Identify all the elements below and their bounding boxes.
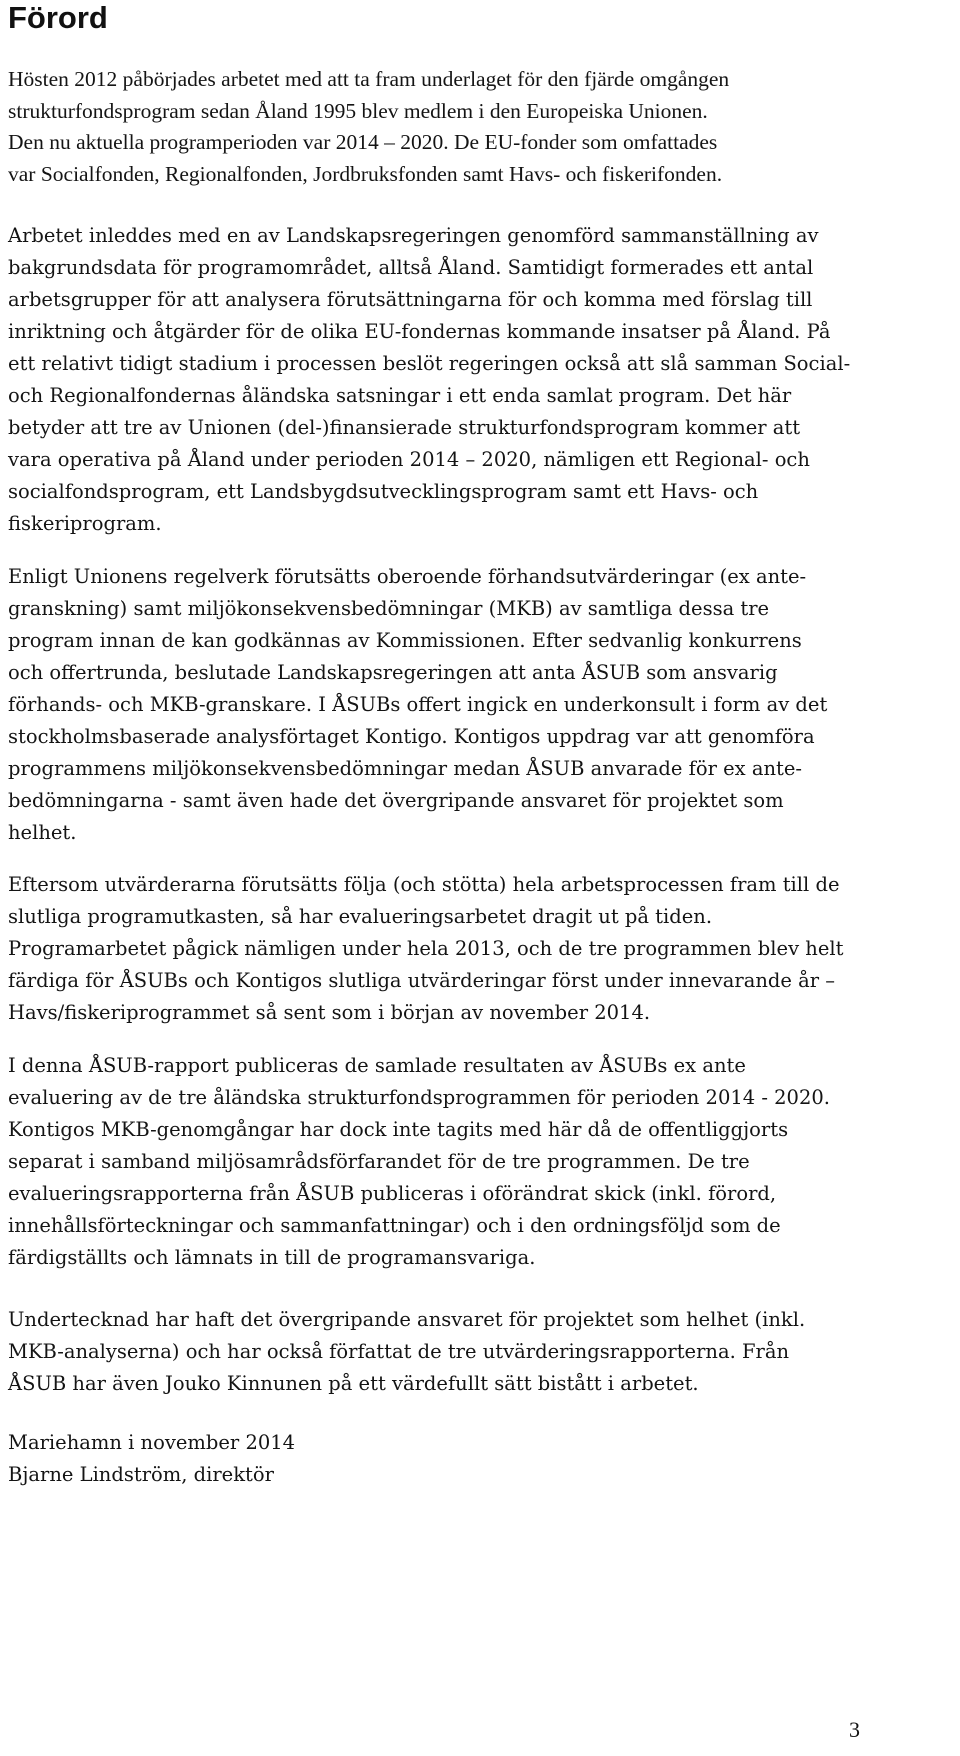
paragraph-5 <box>8 1050 958 1274</box>
paragraph-line: socialfondsprogram, ett Landsbygdsutvecklingsprogram samt ett Havs- och <box>8 480 759 503</box>
paragraph-line: inriktning och åtgärder för de olika EU-fondernas kommande insatser på Åland. På <box>8 320 831 343</box>
paragraph-line: evalueringsrapporterna från ÅSUB publiceras i oförändrat skick (inkl. förord, <box>8 1182 777 1205</box>
signature-place-date: Mariehamn i november 2014 <box>8 1431 296 1454</box>
paragraph-line: separat i samband miljösamrådsförfarandet för de tre programmen. De tre <box>8 1150 750 1173</box>
paragraph-1 <box>8 64 958 190</box>
paragraph-6 <box>8 1304 958 1400</box>
paragraph-line: bedömningarna - samt även hade det övergripande ansvaret för projektet som <box>8 789 784 812</box>
paragraph-line: I denna ÅSUB-rapport publiceras de samlade resultaten av ÅSUBs ex ante <box>8 1054 746 1077</box>
paragraph-line: evaluering av de tre åländska strukturfondsprogrammen för perioden 2014 - 2020. <box>8 1086 830 1109</box>
paragraph-2 <box>8 220 958 540</box>
paragraph-line: arbetsgrupper för att analysera förutsättningarna för och komma med förslag till <box>8 288 813 311</box>
signature-block <box>8 1427 958 1491</box>
paragraph-line: granskning) samt miljökonsekvensbedömningar (MKB) av samtliga dessa tre <box>8 597 770 620</box>
paragraph-line: strukturfondsprogram sedan Åland 1995 blev medlem i den Europeiska Unionen. <box>8 98 708 123</box>
paragraph-3 <box>8 561 958 849</box>
paragraph-line: MKB-analyserna) och har också författat de tre utvärderingsrapporterna. Från <box>8 1340 790 1363</box>
paragraph-line: Hösten 2012 påbörjades arbetet med att ta fram underlaget för den fjärde omgången <box>8 67 730 91</box>
paragraph-line: ÅSUB har även Jouko Kinnunen på ett värdefullt sätt bistått i arbetet. <box>8 1372 699 1395</box>
paragraph-line: Undertecknad har haft det övergripande ansvaret för projektet som helhet (inkl. <box>8 1308 806 1331</box>
paragraph-line: Programarbetet pågick nämligen under hela 2013, och de tre programmen blev helt <box>8 937 844 960</box>
paragraph-line: innehållsförteckningar och sammanfattningar) och i den ordningsföljd som de <box>8 1214 781 1237</box>
paragraph-line: färdigställts och lämnats in till de programansvariga. <box>8 1246 536 1269</box>
paragraph-line: och offertrunda, beslutade Landskapsregeringen att anta ÅSUB som ansvarig <box>8 661 778 684</box>
paragraph-4 <box>8 869 958 1029</box>
paragraph-line: fiskeriprogram. <box>8 512 162 535</box>
paragraph-line: Arbetet inleddes med en av Landskapsregeringen genomförd sammanställning av <box>8 224 819 247</box>
paragraph-line: var Socialfonden, Regionalfonden, Jordbruksfonden samt Havs- och fiskerifonden. <box>8 161 723 186</box>
paragraph-line: programmens miljökonsekvensbedömningar medan ÅSUB anvarade för ex ante- <box>8 757 802 780</box>
paragraph-line: Enligt Unionens regelverk förutsätts oberoende förhandsutvärderingar (ex ante- <box>8 565 807 588</box>
signature-name: Bjarne Lindström, direktör <box>8 1463 274 1486</box>
paragraph-line: stockholmsbaserade analysförtaget Kontigo. Kontigos uppdrag var att genomföra <box>8 725 815 748</box>
paragraph-line: och Regionalfondernas åländska satsningar i ett enda samlat program. Det här <box>8 384 792 407</box>
paragraph-line: bakgrundsdata för programområdet, alltså Åland. Samtidigt formerades ett antal <box>8 256 814 279</box>
page-number: 3 <box>849 1717 860 1742</box>
paragraph-line: förhands- och MKB-granskare. I ÅSUBs offert ingick en underkonsult i form av det <box>8 693 828 716</box>
page-title: Förord <box>8 0 108 35</box>
paragraph-line: slutliga programutkasten, så har evalueringsarbetet dragit ut på tiden. <box>8 905 713 928</box>
paragraph-line: betyder att tre av Unionen (del-)finansierade strukturfondsprogram kommer att <box>8 416 801 439</box>
paragraph-line: Havs/fiskeriprogrammet så sent som i början av november 2014. <box>8 1001 651 1024</box>
paragraph-line: ett relativt tidigt stadium i processen beslöt regeringen också att slå samman Social- <box>8 352 851 375</box>
paragraph-line: vara operativa på Åland under perioden 2014 – 2020, nämligen ett Regional- och <box>8 448 810 471</box>
paragraph-line: Kontigos MKB-genomgångar har dock inte tagits med här då de offentliggjorts <box>8 1118 789 1141</box>
paragraph-line: Eftersom utvärderarna förutsätts följa (och stötta) hela arbetsprocessen fram till de <box>8 873 840 896</box>
paragraph-line: färdiga för ÅSUBs och Kontigos slutliga utvärderingar först under innevarande år – <box>8 969 836 992</box>
paragraph-line: helhet. <box>8 821 77 844</box>
paragraph-line: program innan de kan godkännas av Kommissionen. Efter sedvanlig konkurrens <box>8 629 802 652</box>
paragraph-line: Den nu aktuella programperioden var 2014 – 2020. De EU-fonder som omfattades <box>8 130 718 154</box>
